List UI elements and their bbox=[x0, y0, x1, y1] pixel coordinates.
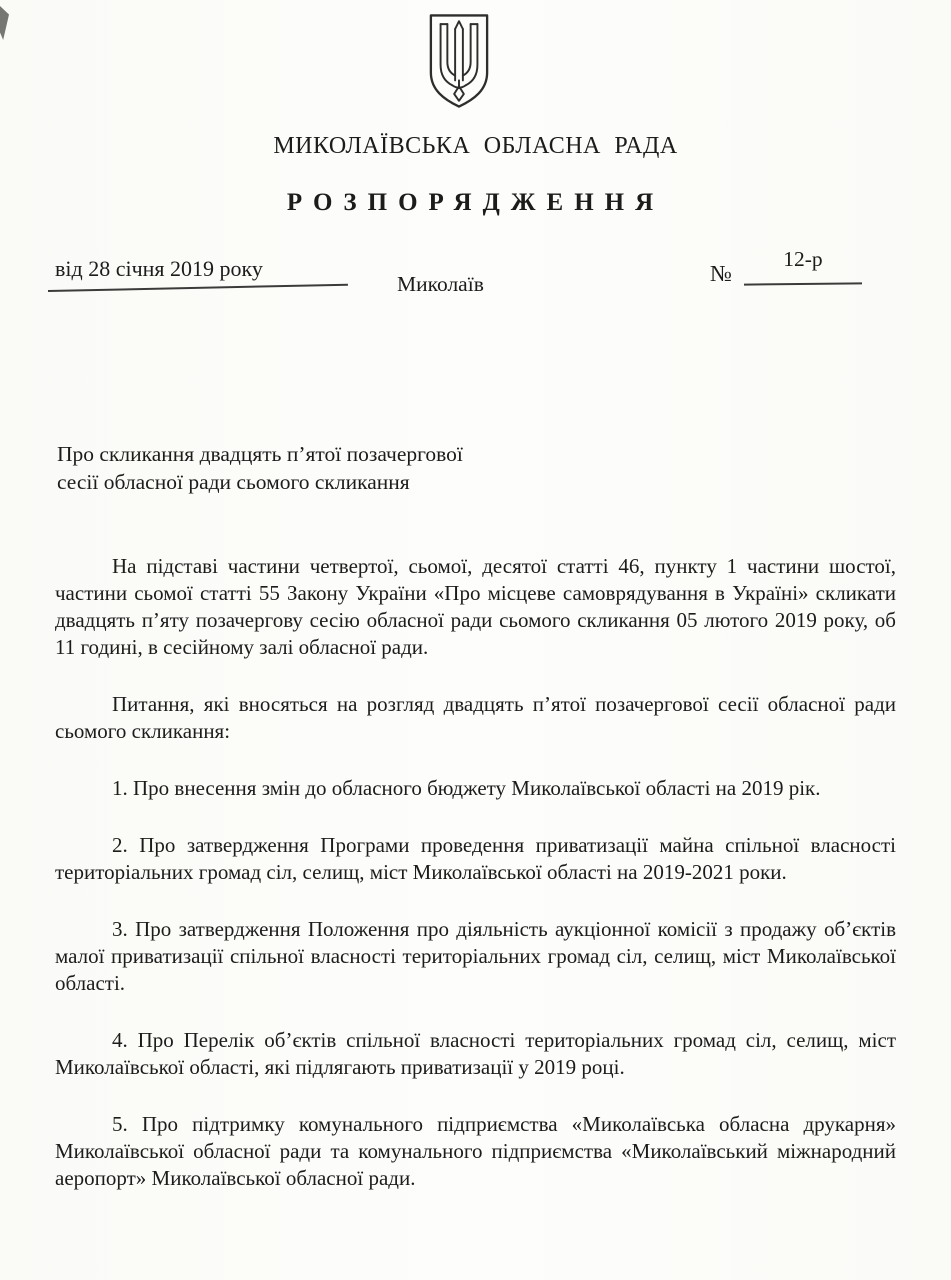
number-column bbox=[744, 248, 862, 285]
number-sign: № bbox=[710, 260, 732, 286]
ukraine-trident-icon bbox=[427, 12, 491, 110]
agenda-item-2: 2. Про затвердження Програми проведення приватизації майна спільної власності територіальних громад сіл, селищ, міст Миколаївської області на 2019-2021 роки. bbox=[55, 833, 896, 884]
document-date-block bbox=[48, 256, 348, 292]
agenda-item-5: 5. Про підтримку комунального підприємства «Миколаївська обласна друкарня» Миколаївської обласної ради та комунального підприємства «Миколаївський міжнародний аеропорт» Миколаївської обласної ради. bbox=[55, 1112, 896, 1190]
document-body bbox=[55, 553, 896, 1222]
date-underline bbox=[48, 284, 348, 292]
number-underline bbox=[744, 282, 862, 285]
body-paragraph-legal-basis: На підставі частини четвертої, сьомої, десятої статті 46, пункту 1 частини шостої, частини сьомої статті 55 Закону України «Про місцеве самоврядування в Україні» скликати двадцять п’яту позачергову сесію обласної ради сьомого скликання 05 лютого 2019 року, об 11 годині, в сесійному залі обласної ради. bbox=[55, 554, 896, 659]
document-number-block bbox=[710, 248, 862, 285]
agenda-item-4: 4. Про Перелік об’єктів спільної власності територіальних громад сіл, селищ, міст Миколаївської області, які підлягають приватизації у 2019 році. bbox=[55, 1028, 896, 1079]
agenda-item-1: 1. Про внесення змін до обласного бюджету Миколаївської області на 2019 рік. bbox=[112, 776, 821, 800]
document-city: Миколаїв bbox=[397, 272, 484, 296]
scan-artifact-corner bbox=[0, 6, 9, 40]
document-type-title: РОЗПОРЯДЖЕННЯ bbox=[286, 189, 665, 216]
document-number: 12-р bbox=[783, 247, 823, 271]
body-paragraph-agenda-intro: Питання, які вносяться на розгляд двадцять п’ятої позачергової сесії обласної ради сьомого скликання: bbox=[55, 692, 896, 743]
emblem bbox=[427, 12, 491, 110]
subject-line-2: сесії обласної ради сьомого скликання bbox=[57, 469, 410, 494]
agenda-item-3: 3. Про затвердження Положення про діяльність аукціонної комісії з продажу об’єктів малої приватизації спільної власності територіальних громад сіл, селищ, міст Миколаївської області. bbox=[55, 917, 896, 995]
subject-block bbox=[57, 441, 463, 496]
document-date: від 28 січня 2019 року bbox=[55, 256, 263, 281]
organization-name: МИКОЛАЇВСЬКА ОБЛАСНА РАДА bbox=[273, 133, 678, 159]
subject-line-1: Про скликання двадцять п’ятої позачергової bbox=[57, 442, 463, 466]
